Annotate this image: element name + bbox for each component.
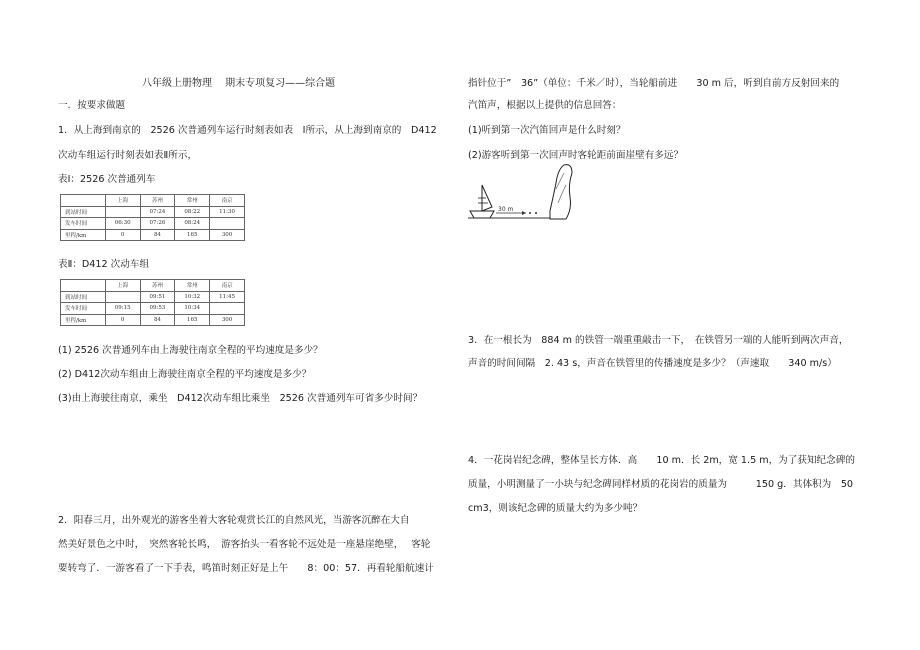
- cliff-icon: [550, 165, 572, 219]
- table-cell: 09:51: [140, 291, 175, 303]
- table-cell: 0: [105, 314, 140, 326]
- table-cell: 10:32: [175, 291, 210, 303]
- table-cell: 84: [140, 229, 175, 241]
- table-header-cell: 苏州: [140, 195, 175, 207]
- q1-sub3: (3)由上海驶往南京，乘坐 D412次动车组比乘坐 2526 次普通列车可省多少时间？: [58, 393, 423, 404]
- table-cell: [105, 206, 140, 218]
- table-header-cell: 上海: [105, 195, 140, 207]
- distance-label: 30 m: [498, 206, 514, 213]
- table-cell: 0: [105, 229, 140, 241]
- q2-text-line-2: 然美好景色之中时， 突然客轮长鸣， 游客抬头一看客轮不远处是一座悬崖绝壁， 客轮: [58, 539, 431, 550]
- timetable-d412: [60, 279, 245, 326]
- table-header-cell: 南京: [210, 280, 245, 292]
- table1-caption: 表Ⅰ：2526 次普通列车: [58, 174, 156, 185]
- q2-text-line-4: 指针位于” 36”（单位：千米／时），当轮船前进 30 m 后，听到自前方反射回来的: [468, 78, 840, 89]
- q1-text-line-2: 次动车组运行时刻表如表Ⅱ所示，: [58, 150, 198, 161]
- table-cell: 10:34: [175, 303, 210, 315]
- table-row: [61, 206, 245, 218]
- q4-text-line-1: 4．一花岗岩纪念碑，整体呈长方体．高 10 m．长 2m，宽 1.5 m，为了获知纪念碑的: [468, 455, 855, 466]
- table-row: [61, 229, 245, 241]
- q4-text-line-3: cm3，则该纪念碑的质量大约为多少吨？: [468, 503, 643, 514]
- table-header-cell: 苏州: [140, 280, 175, 292]
- section-heading: 一．按要求做题: [58, 100, 126, 111]
- table-cell: 09:15: [105, 303, 140, 315]
- table-row-label: 发车时间: [61, 218, 106, 230]
- table-row: [61, 303, 245, 315]
- table-cell: 08:22: [175, 206, 210, 218]
- table-cell: 11:30: [210, 206, 245, 218]
- boat-hull-icon: [470, 211, 494, 218]
- q1-sub1: (1) 2526 次普通列车由上海驶往南京全程的平均速度是多少？: [58, 345, 323, 356]
- q1-sub2: (2) D412次动车组由上海驶往南京全程的平均速度是多少？: [58, 369, 312, 380]
- table2-caption: 表Ⅱ：D412 次动车组: [58, 259, 150, 270]
- table-cell: 07:24: [140, 206, 175, 218]
- table-cell: 300: [210, 229, 245, 241]
- table-header-row: [61, 195, 245, 207]
- table-header-cell: 常州: [175, 280, 210, 292]
- q2-sub1: (1)听到第一次汽笛回声是什么时刻？: [468, 125, 626, 136]
- q3-text-line-2: 声音的时间间隔 2. 43 s，声音在铁管里的传播速度是多少？（声速取 340 m/s）: [468, 358, 837, 369]
- q1-text-line-1: 1．从上海到南京的 2526 次普通列车运行时刻表如表 Ⅰ所示，从上海到南京的 D412: [58, 125, 437, 136]
- table-cell: 06:30: [105, 218, 140, 230]
- table-cell: [210, 218, 245, 230]
- table-cell: 165: [175, 229, 210, 241]
- table-cell: 84: [140, 314, 175, 326]
- table-header-cell: [61, 195, 106, 207]
- table-header-cell: 南京: [210, 195, 245, 207]
- table-cell: 300: [210, 314, 245, 326]
- q2-text-line-3: 要转弯了．一游客看了一下手表，鸣笛时刻正好是上午 8：00：57．再看轮船航速计: [58, 563, 434, 574]
- q2-text-line-5: 汽笛声，根据以上提供的信息回答：: [468, 100, 622, 111]
- table-header-row: [61, 280, 245, 292]
- boat-cliff-figure: [468, 163, 580, 229]
- q2-text-line-1: 2．阳春三月，出外观光的游客坐着大客轮观赏长江的自然风光，当游客沉醉在大自: [58, 515, 410, 526]
- q4-text-line-2: 质量，小明测量了一小块与纪念碑同样材质的花岗岩的质量为 150 g．其体积为 50: [468, 479, 854, 490]
- table-cell: 08:24: [175, 218, 210, 230]
- timetable-2526: [60, 194, 245, 241]
- table-header-cell: 上海: [105, 280, 140, 292]
- table-row-label: 到站时间: [61, 206, 106, 218]
- table-row-label: 到站时间: [61, 291, 106, 303]
- table-row: [61, 291, 245, 303]
- table-cell: 07:26: [140, 218, 175, 230]
- q2-sub2: (2)游客听到第一次回声时客轮距前面崖壁有多远？: [468, 150, 684, 161]
- q3-text-line-1: 3．在一根长为 884 m 的铁管一端重重敲击一下， 在铁管另一端的人能听到两次声音，: [468, 335, 849, 346]
- table-row: [61, 218, 245, 230]
- table-cell: [210, 303, 245, 315]
- table-cell: 09:53: [140, 303, 175, 315]
- table-row: [61, 314, 245, 326]
- table-cell: [105, 291, 140, 303]
- table-row-label: 里程/km: [61, 314, 106, 326]
- table-row-label: 发车时间: [61, 303, 106, 315]
- table-header-cell: [61, 280, 106, 292]
- table-row-label: 里程/km: [61, 229, 106, 241]
- page-title: 八年级上册物理 期末专项复习——综合题: [142, 78, 336, 89]
- table-header-cell: 常州: [175, 195, 210, 207]
- table-cell: 11:45: [210, 291, 245, 303]
- table-cell: 165: [175, 314, 210, 326]
